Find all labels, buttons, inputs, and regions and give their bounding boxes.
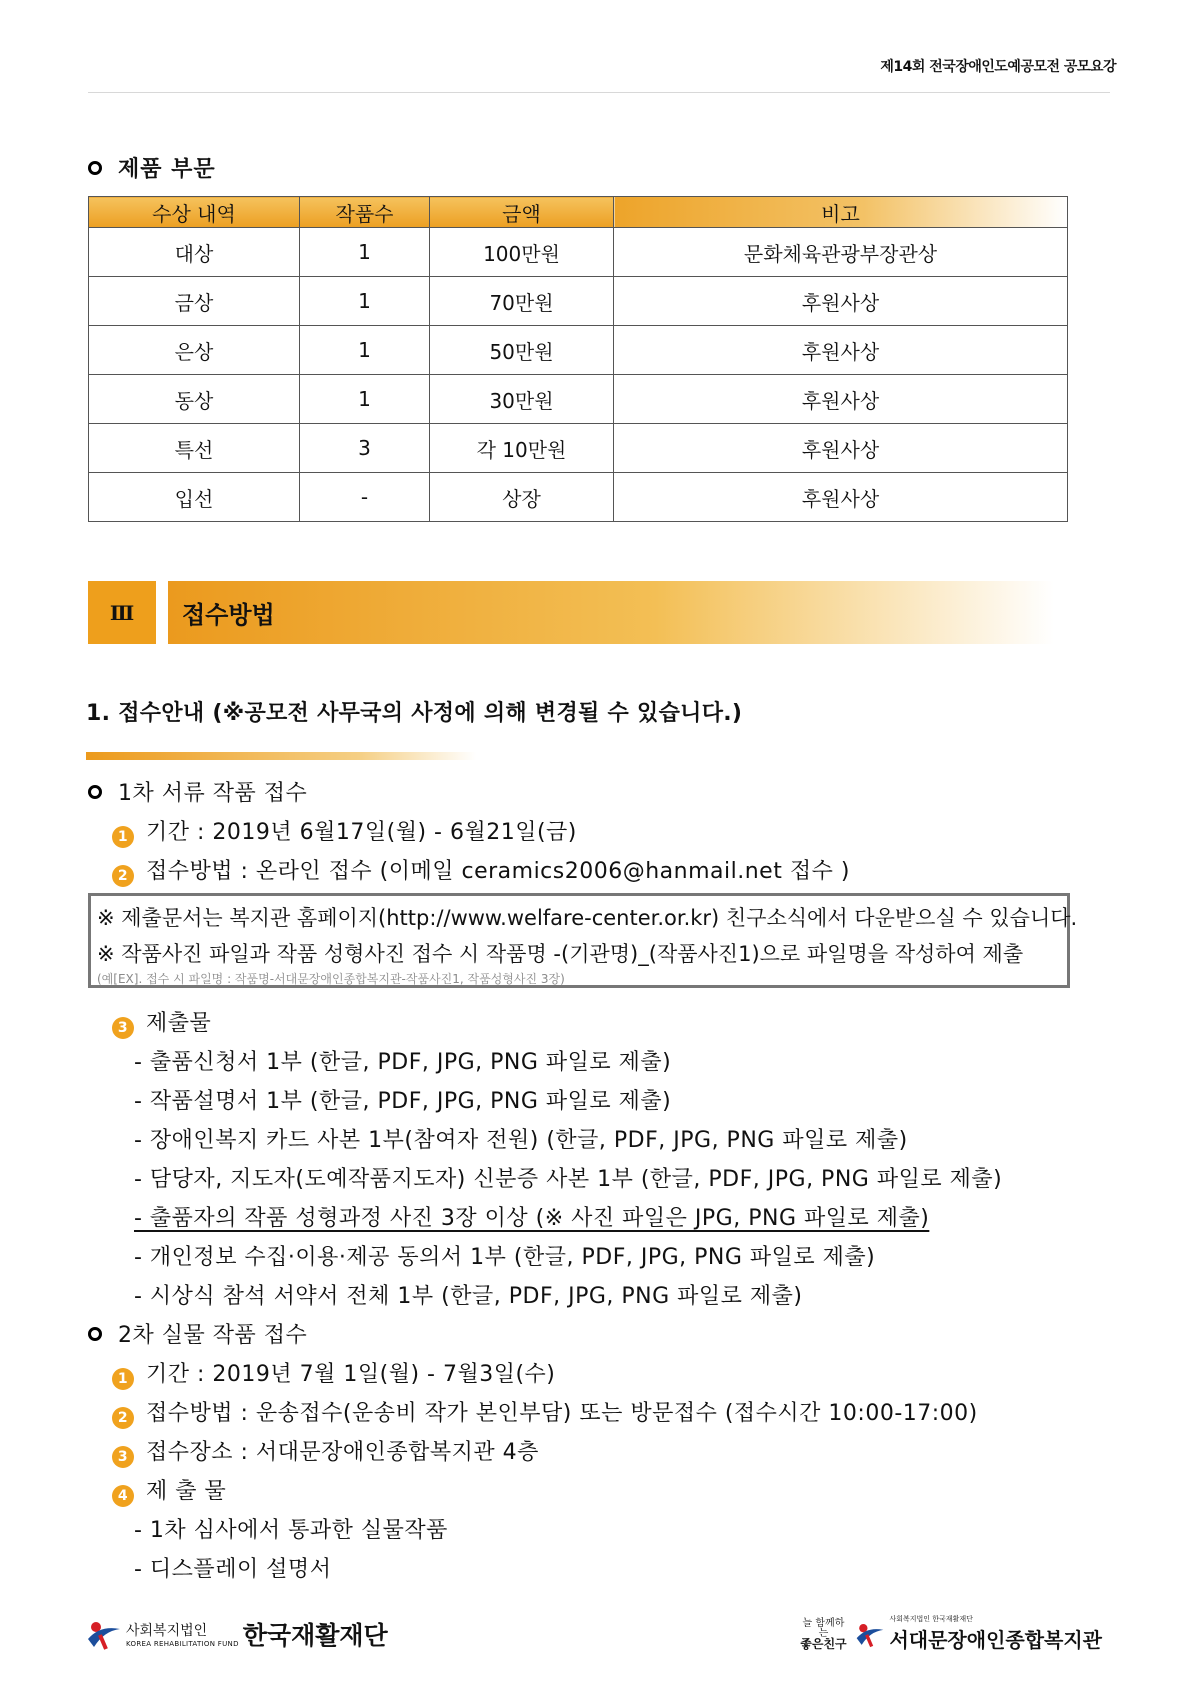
list-item: - 작품설명서 1부 (한글, PDF, JPG, PNG 파일로 제출) xyxy=(134,1089,672,1114)
table-header-cell: 금액 xyxy=(430,197,614,228)
first-round-title: 1차 서류 작품 접수 xyxy=(88,776,307,807)
first-round-method: 2 접수방법 : 온라인 접수 (이메일 ceramics2006@hanmail.net 접수 ) xyxy=(112,854,850,887)
table-cell: 100만원 xyxy=(430,228,614,277)
table-header-cell: 수상 내역 xyxy=(89,197,300,228)
number-4-icon: 4 xyxy=(112,1485,134,1507)
table-cell: 30만원 xyxy=(430,375,614,424)
circle-bullet-icon xyxy=(88,1327,102,1341)
second-round-submissions-title: 4 제 출 물 xyxy=(112,1474,226,1507)
table-header-cell: 비고 xyxy=(614,197,1068,228)
welfare-center-logo-icon xyxy=(855,1619,885,1649)
list-item: - 출품신청서 1부 (한글, PDF, JPG, PNG 파일로 제출) xyxy=(134,1050,672,1075)
table-cell: 동상 xyxy=(89,375,300,424)
table-cell: 특선 xyxy=(89,424,300,473)
section-number-badge: Ⅲ xyxy=(88,581,156,644)
table-cell: 1 xyxy=(300,228,430,277)
table-cell: 1 xyxy=(300,375,430,424)
first-round-period: 1 기간 : 2019년 6월17일(월) - 6월21일(금) xyxy=(112,815,577,848)
header-divider xyxy=(88,92,1110,93)
table-cell: 각 10만원 xyxy=(430,424,614,473)
table-cell: 후원사상 xyxy=(614,473,1068,522)
footer-logo-right: 늘 함께하는 좋은친구 사회복지법인 한국재활재단 서대문장애인종합복지관 xyxy=(800,1615,1102,1652)
second-round-period: 1 기간 : 2019년 7월 1일(월) - 7월3일(수) xyxy=(112,1357,555,1390)
notice-line: ※ 작품사진 파일과 작품 성형사진 접수 시 작품명 -(기관명)_(작품사진1)으로 파일명을 작성하여 제출 xyxy=(97,942,1024,966)
table-cell: 1 xyxy=(300,326,430,375)
table-cell: 후원사상 xyxy=(614,326,1068,375)
table-cell: 70만원 xyxy=(430,277,614,326)
list-item: - 시상식 참석 서약서 전체 1부 (한글, PDF, JPG, PNG 파일로 제출) xyxy=(134,1284,803,1309)
list-item: - 장애인복지 카드 사본 1부(참여자 전원) (한글, PDF, JPG, PNG 파일로 제출) xyxy=(134,1128,908,1153)
number-2-icon: 2 xyxy=(112,865,134,887)
table-row xyxy=(89,277,1068,326)
list-item-emphasized: - 출품자의 작품 성형과정 사진 3장 이상 (※ 사진 파일은 JPG, PNG 파일로 제출) xyxy=(134,1206,930,1231)
circle-bullet-icon xyxy=(88,785,102,799)
table-row xyxy=(89,326,1068,375)
list-item: - 1차 심사에서 통과한 실물작품 xyxy=(134,1518,448,1543)
number-1-icon: 1 xyxy=(112,1368,134,1390)
table-row xyxy=(89,473,1068,522)
prize-table xyxy=(88,196,1068,522)
table-cell: 1 xyxy=(300,277,430,326)
table-cell: 입선 xyxy=(89,473,300,522)
foundation-logo-icon xyxy=(86,1617,122,1651)
number-3-icon: 3 xyxy=(112,1017,134,1039)
table-row xyxy=(89,424,1068,473)
table-header-cell: 작품수 xyxy=(300,197,430,228)
table-cell: 대상 xyxy=(89,228,300,277)
table-header-row xyxy=(89,197,1068,228)
second-round-location: 3 접수장소 : 서대문장애인종합복지관 4층 xyxy=(112,1435,539,1468)
table-cell: 50만원 xyxy=(430,326,614,375)
table-cell: 후원사상 xyxy=(614,424,1068,473)
table-cell: 은상 xyxy=(89,326,300,375)
second-round-method: 2 접수방법 : 운송접수(운송비 작가 본인부담) 또는 방문접수 (접수시간 10:00-17:00) xyxy=(112,1396,978,1429)
list-item: - 개인정보 수집·이용·제공 동의서 1부 (한글, PDF, JPG, PNG 파일로 제출) xyxy=(134,1245,876,1270)
table-cell: 금상 xyxy=(89,277,300,326)
list-item: - 디스플레이 설명서 xyxy=(134,1557,332,1582)
document-header: 제14회 전국장애인도예공모전 공모요강 xyxy=(880,59,1116,75)
notice-example: (예[EX]. 접수 시 파일명 : 작품명-서대문장애인종합복지관-작품사진1, 작품성형사진 3장) xyxy=(97,972,565,986)
second-round-title: 2차 실물 작품 접수 xyxy=(88,1318,307,1349)
circle-bullet-icon xyxy=(88,161,102,175)
table-row xyxy=(89,228,1068,277)
product-section-title: 제품 부문 xyxy=(88,152,216,183)
number-2-icon: 2 xyxy=(112,1407,134,1429)
subsection-heading: 1. 접수안내 (※공모전 사무국의 사정에 의해 변경될 수 있습니다.) xyxy=(86,701,743,726)
slogan: 늘 함께하는 좋은친구 xyxy=(800,1617,847,1651)
table-cell: 3 xyxy=(300,424,430,473)
table-cell: 후원사상 xyxy=(614,277,1068,326)
notice-line: ※ 제출문서는 복지관 홈페이지(http://www.welfare-center.or.kr) 친구소식에서 다운받으실 수 있습니다. xyxy=(97,906,1078,930)
number-3-icon: 3 xyxy=(112,1446,134,1468)
section-title-band: 접수방법 xyxy=(168,581,1054,644)
first-round-submissions-title: 3 제출물 xyxy=(112,1006,211,1039)
table-row xyxy=(89,375,1068,424)
notice-box xyxy=(88,893,1078,988)
table-cell: 문화체육관광부장관상 xyxy=(614,228,1068,277)
table-cell: 상장 xyxy=(430,473,614,522)
list-item: - 담당자, 지도자(도예작품지도자) 신분증 사본 1부 (한글, PDF, JPG, PNG 파일로 제출) xyxy=(134,1167,1003,1192)
heading-underline-bar xyxy=(86,752,476,760)
table-cell: 후원사상 xyxy=(614,375,1068,424)
number-1-icon: 1 xyxy=(112,826,134,848)
footer-logo-left: 사회복지법인 KOREA REHABILITATION FUND 한국재활재단 xyxy=(86,1616,388,1652)
table-cell: - xyxy=(300,473,430,522)
